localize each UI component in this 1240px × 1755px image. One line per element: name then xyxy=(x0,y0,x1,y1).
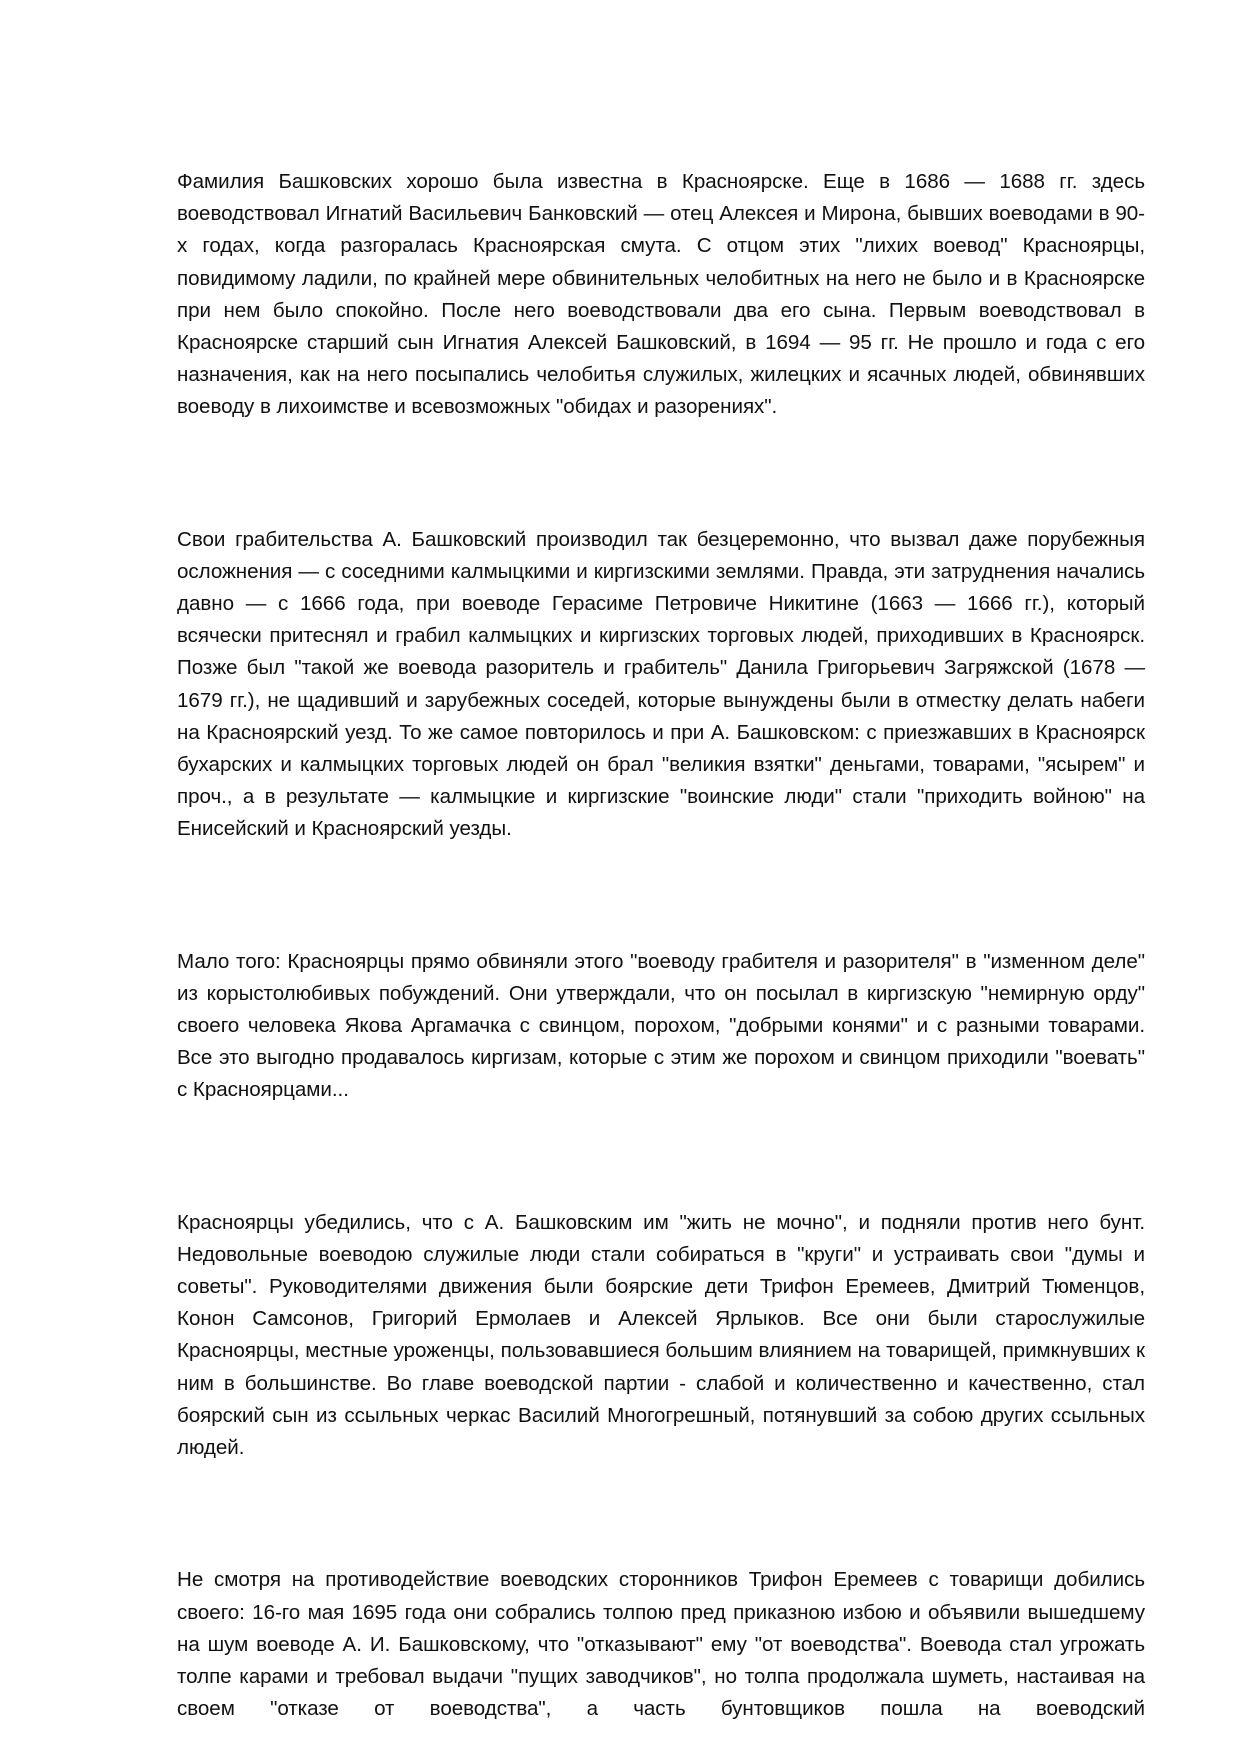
paragraph-4: Красноярцы убедились, что с А. Башковским им "жить не мочно", и подняли против него бунт. Недовольные воеводою служилые люди стали собираться в "круги" и устраивать свои "думы и советы". Руководителями движения были боярские дети Трифон Еремеев, Дмитрий Тюменцов, Конон Самсонов, Григорий Ермолаев и Алексей Ярлыков. Все они были старослужилые Красноярцы, местные уроженцы, пользовавшиеся большим влиянием на товарищей, примкнувших к ним в большинстве. Во главе воеводской партии - слабой и количественно и качественно, стал боярский сын из ссыльных черкас Василий Многогрешный, потянувший за собою других ссыльных людей. xyxy=(177,1210,1145,1460)
paragraph-2: Свои грабительства А. Башковский производил так безцеремонно, что вызвал даже порубежныя осложнения — с соседними калмыцкими и киргизскими землями. Правда, эти затруднения начались давно — с 1666 года, при воеводе Герасиме Петровиче Никитине (1663 — 1666 гг.), который всячески притеснял и грабил калмыцких и киргизских торговых людей, приходивших в Красноярск. Позже был "такой же воевода разоритель и грабитель" Данила Григорьевич Загряжской (1678 —1679 гг.), не щадивший и зарубежных соседей, которые вынуждены были в отместку делать набеги на Красноярский уезд. То же самое повторилось и при А. Башковском: с приезжавших в Красноярск бухарских и калмыцких торговых людей он брал "великия взятки" деньгами, товарами, "ясырем" и проч., а в результате — калмыцкие и киргизские "воинские люди" стали "приходить войною" на Енисейский и Красноярский уезды. xyxy=(177,527,1145,841)
paragraph-5: Не смотря на противодействие воеводских сторонников Трифон Еремеев с товарищи добились своего: 16-го мая 1695 года они собрались толпою пред приказною избою и объявили вышедшему на шум воеводе А. И. Башковскому, что "отказывают" ему "от воеводства". Воевода стал угрожать толпе карами и требовал выдачи "пущих заводчиков", но толпа продолжала шуметь, настаивая на своем "отказе от воеводства", а часть бунтовщиков пошла на воеводский xyxy=(177,1568,1145,1721)
paragraph-3: Мало того: Красноярцы прямо обвиняли этого "воеводу грабителя и разорителя" в "изменном деле" из корыстолюбивых побуждений. Они утверждали, что он посылал в киргизскую "немирную орду" своего человека Якова Аргамачка с свинцом, порохом, "добрыми конями" и с разными товарами. Все это выгодно продавалось киргизам, которые с этим же порохом и свинцом приходили "воевать" с Красноярцами... xyxy=(177,949,1145,1102)
paragraph-1: Фамилия Башковских хорошо была известна в Красноярске. Еще в 1686 — 1688 гг. здесь воеводствовал Игнатий Васильевич Банковский — отец Алексея и Мирона, бывших воеводами в 90-х годах, когда разгоралась Красноярская смута. С отцом этих "лихих воевод" Красноярцы, повидимому ладили, по крайней мере обвинительных челобитных на него не было и в Красноярске при нем было спокойно. После него воеводствовали два его сына. Первым воеводствовал в Красноярске старший сын Игнатия Алексей Башковский, в 1694 — 95 гг. Не прошло и года с его назначения, как на него посыпались челобитья служилых, жилецких и ясачных людей, обвинявших воеводу в лихоимстве и всевозможных "обидах и разорениях". xyxy=(177,170,1145,419)
document-body xyxy=(177,166,1145,1725)
